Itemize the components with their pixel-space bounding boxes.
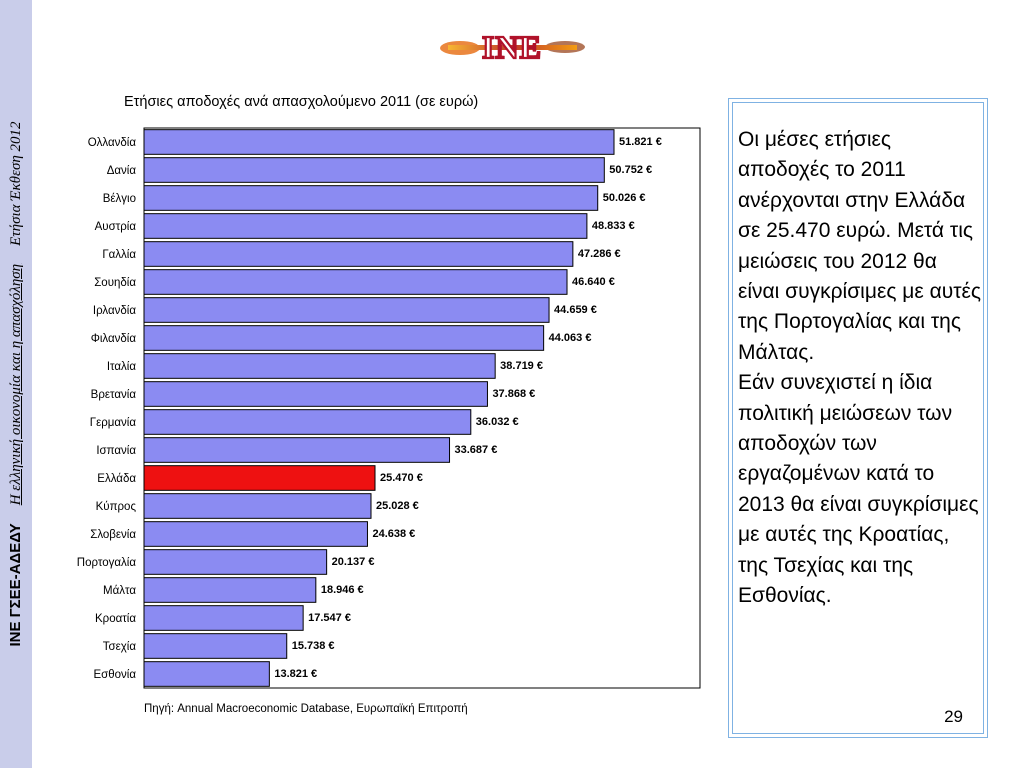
value-label: 15.738 € <box>291 640 335 652</box>
value-label: 20.137 € <box>331 556 375 568</box>
value-label: 44.659 € <box>554 304 597 316</box>
value-label: 33.687 € <box>454 444 498 456</box>
category-label: Δανία <box>106 165 136 177</box>
value-label: 48.833 € <box>591 220 635 232</box>
category-label: Αυστρία <box>94 221 136 233</box>
value-label: 37.868 € <box>492 388 536 400</box>
category-label: Μάλτα <box>102 585 136 597</box>
category-label: Ιταλία <box>106 361 136 373</box>
value-label: 17.547 € <box>308 612 351 624</box>
logo-text: INE <box>482 29 542 65</box>
bar <box>144 550 327 575</box>
value-label: 46.640 € <box>572 276 615 288</box>
value-label: 38.719 € <box>500 360 543 372</box>
category-label: Βέλγιο <box>102 193 136 205</box>
category-label: Γερμανία <box>89 417 136 429</box>
sidebar-org: ΙΝΕ ΓΣΕΕ-ΑΔΕΔΥ <box>7 523 24 647</box>
value-label: 51.821 € <box>619 136 662 148</box>
bar <box>144 326 544 351</box>
category-label: Φιλανδία <box>90 333 136 345</box>
category-label: Ιρλανδία <box>92 305 136 317</box>
category-label: Πορτογαλία <box>76 557 136 569</box>
bar <box>144 410 471 435</box>
bar <box>144 186 598 211</box>
category-label: Ολλανδία <box>87 137 136 149</box>
bar <box>144 522 367 547</box>
value-label: 50.026 € <box>602 192 646 204</box>
chart-title: Ετήσιες αποδοχές ανά απασχολούμενο 2011 (σε ευρώ) <box>124 94 479 110</box>
value-label: 44.063 € <box>548 332 592 344</box>
plot-frame <box>144 128 700 688</box>
bar <box>144 634 287 659</box>
category-label: Σουηδία <box>94 277 136 289</box>
bar <box>144 494 371 519</box>
value-label: 25.028 € <box>375 500 419 512</box>
commentary-box <box>728 98 988 738</box>
value-label: 50.752 € <box>609 164 653 176</box>
value-label: 18.946 € <box>320 584 364 596</box>
page-number: 29 <box>944 707 963 726</box>
bar <box>144 438 450 463</box>
chart-source: Πηγή: Annual Macroeconomic Database, Ευρωπαϊκή Επιτροπή <box>144 703 468 715</box>
bar-highlight <box>144 466 375 491</box>
commentary-text: Οι μέσες ετήσιες αποδοχές το 2011 ανέρχονται στην Ελλάδα σε 25.470 ευρώ. Μετά τις μειώσεις του 2012 θα είναι συγκρίσιμες με αυτές της Πορτογαλίας και της Μάλτας. Εάν συνεχιστεί η ίδια πολιτική μειώσεων των αποδοχών των εργαζομένων κατά το 2013 θα είναι συγκρίσιμες με αυτές της Κροατίας, της Τσεχίας και της Εσθονίας. <box>738 128 981 608</box>
category-label: Κύπρος <box>95 501 136 513</box>
value-label: 36.032 € <box>475 416 519 428</box>
bar <box>144 298 549 323</box>
bar <box>144 158 604 183</box>
sidebar-theme: Η ελληνική οικονομία και η απασχόληση <box>8 263 24 506</box>
category-label: Ισπανία <box>96 445 136 457</box>
bar <box>144 662 269 687</box>
value-label: 13.821 € <box>274 668 318 680</box>
category-label: Τσεχία <box>102 641 136 653</box>
bar <box>144 270 567 295</box>
category-label: Ελλάδα <box>97 473 136 485</box>
category-label: Βρετανία <box>90 389 136 401</box>
bar <box>144 242 573 267</box>
category-label: Σλοβενία <box>90 529 136 541</box>
value-label: 25.470 € <box>380 472 423 484</box>
sidebar-report: Ετήσια Έκθεση 2012 <box>8 121 24 246</box>
bar <box>144 354 495 379</box>
category-label: Κροατία <box>94 613 136 625</box>
value-label: 47.286 € <box>577 248 621 260</box>
bar <box>144 382 487 407</box>
bar <box>144 578 316 603</box>
value-label: 24.638 € <box>372 528 416 540</box>
bar <box>144 214 587 239</box>
bar <box>144 606 303 631</box>
bar <box>144 130 614 155</box>
category-label: Γαλλία <box>102 249 136 261</box>
category-label: Εσθονία <box>93 669 136 681</box>
